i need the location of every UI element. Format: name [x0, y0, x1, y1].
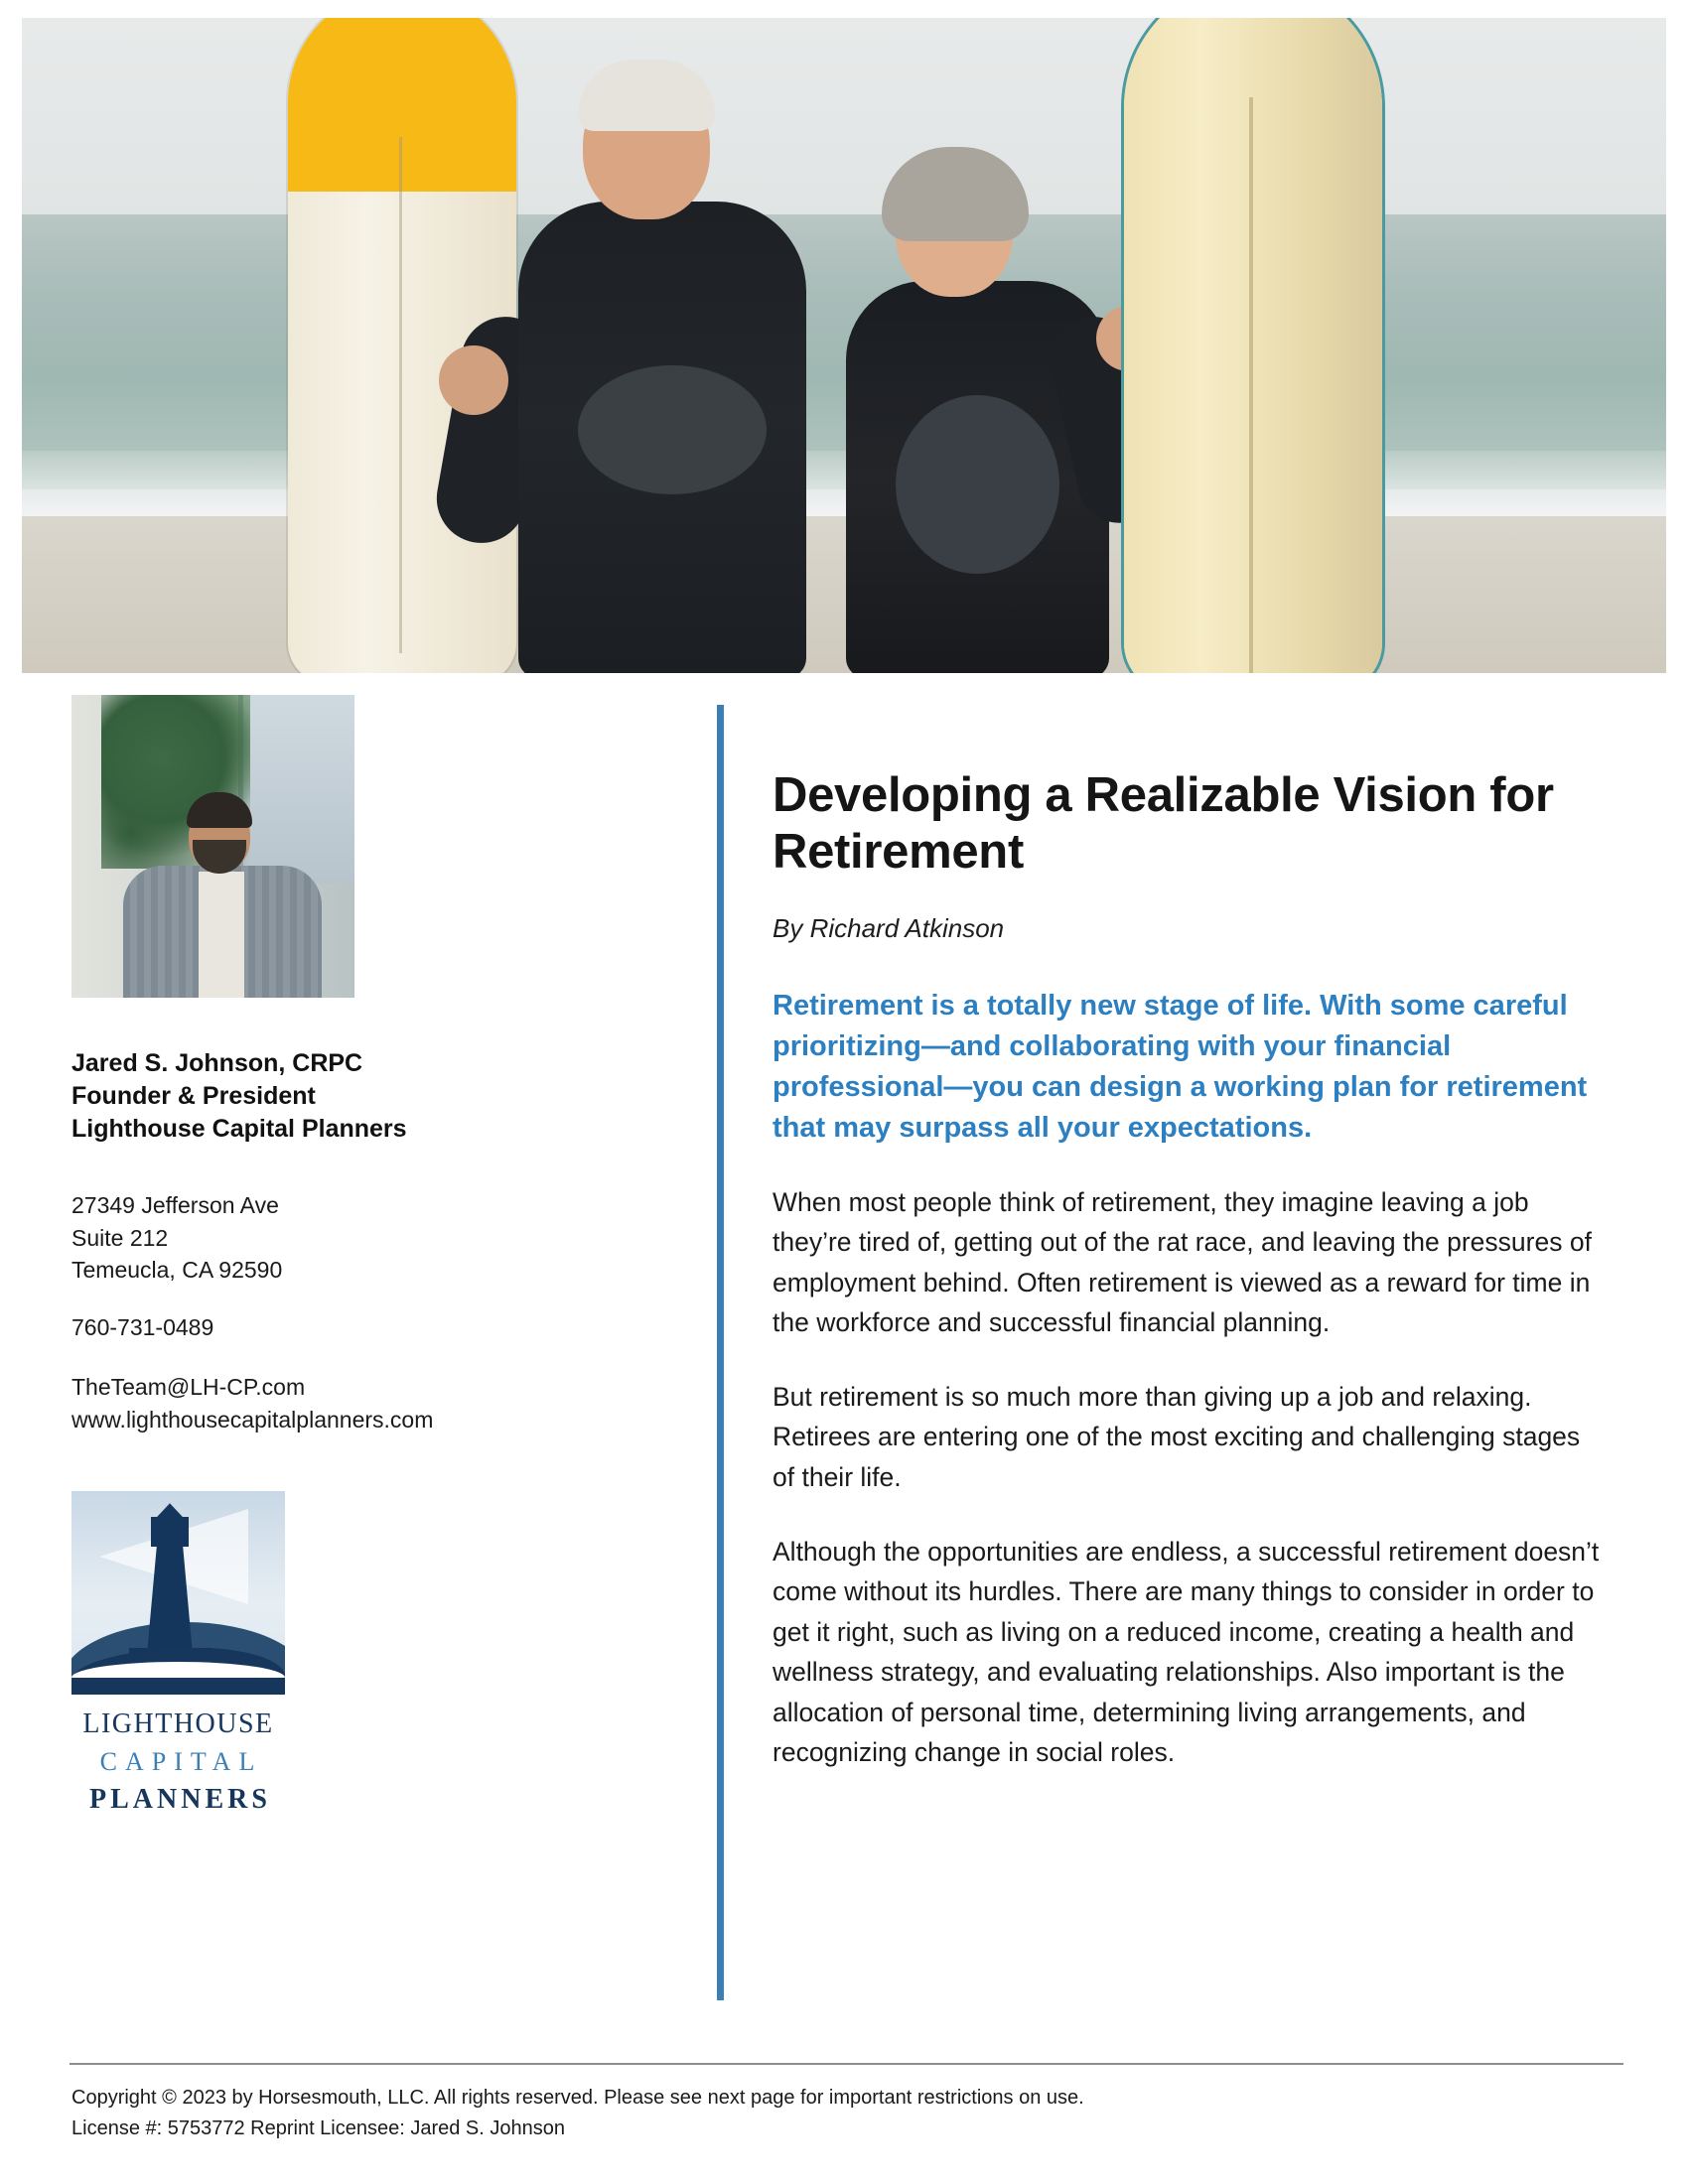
footer-license: License #: 5753772 Reprint Licensee: Jared S. Johnson — [71, 2117, 566, 2139]
advisor-headshot — [71, 695, 354, 998]
advisor-phone[interactable]: 760-731-0489 — [71, 1313, 214, 1340]
advisor-email[interactable]: TheTeam@LH-CP.com — [71, 1373, 306, 1400]
lighthouse-icon — [71, 1491, 285, 1695]
advisor-title: Founder & President — [71, 1082, 316, 1110]
article-paragraph: Although the opportunities are endless, a successful retirement doesn’t come without its hurdles. There are many things to consider in order to get it right, such as living on a reduced income, creating a health and wellness strategy, and evaluating relationships. Also important is the allocation of personal time, determining living arrangements, and recognizing change in social roles. — [773, 1536, 1600, 1768]
advisor-contact-links — [71, 1371, 588, 1435]
advisor-name: Jared S. Johnson, CRPC — [71, 1049, 363, 1077]
article-column — [773, 735, 1607, 1799]
surfboard-left-tip — [288, 18, 516, 192]
advisor-sidebar — [71, 695, 588, 1816]
company-logo — [71, 1491, 305, 1816]
logo-wordmark-line-1: LIGHTHOUSE — [82, 1708, 274, 1740]
lighthouse-lamp-room — [151, 1517, 189, 1547]
advisor-address — [71, 1189, 588, 1287]
woman-wetsuit-panel — [896, 395, 1059, 574]
footer-copyright: Copyright © 2023 by Horsesmouth, LLC. All rights reserved. Please see next page for important restrictions on use. — [71, 2087, 1084, 2109]
address-line-3: Temeucla, CA 92590 — [71, 1257, 283, 1284]
advisor-website[interactable]: www.lighthousecapitalplanners.com — [71, 1406, 434, 1433]
logo-wordmark-line-3: PLANNERS — [89, 1784, 271, 1816]
page-title: Developing a Realizable Vision for Retirement — [773, 767, 1554, 880]
man-wetsuit-panel — [578, 365, 767, 494]
advisor-identity — [71, 1047, 588, 1146]
surfboard-right — [1124, 18, 1382, 673]
hero-image — [22, 18, 1666, 673]
article-byline: By Richard Atkinson — [773, 913, 1005, 944]
address-line-1: 27349 Jefferson Ave — [71, 1192, 279, 1218]
address-line-2: Suite 212 — [71, 1224, 169, 1251]
logo-wordmark-line-2: CAPITAL — [99, 1747, 263, 1777]
page-footer — [71, 2083, 1620, 2144]
headshot-window — [238, 695, 354, 884]
article-deck: Retirement is a totally new stage of life. With some careful prioritizing—and collaborating with your financial professional—you can design a working plan for retirement that may surpass all your expectations. — [773, 990, 1588, 1144]
hero-beach-sand — [22, 516, 1666, 673]
footer-divider — [70, 2063, 1623, 2065]
advisor-company: Lighthouse Capital Planners — [71, 1115, 407, 1143]
headshot-shirt — [199, 872, 244, 998]
surfboard-right-seam — [1249, 97, 1253, 673]
column-divider — [717, 705, 724, 2000]
hero-ocean — [22, 214, 1666, 489]
surfboard-left-seam — [399, 137, 402, 653]
man-left-hand — [439, 345, 508, 415]
article-paragraph: When most people think of retirement, they imagine leaving a job they’re tired of, getting out of the rat race, and leaving the pressures of employment behind. Often retirement is viewed as a reward for time in the workforce and successful financial planning. — [773, 1186, 1592, 1338]
article-paragraph: But retirement is so much more than giving up a job and relaxing. Retirees are entering one of the most exciting and challenging stages of their life. — [773, 1381, 1581, 1492]
